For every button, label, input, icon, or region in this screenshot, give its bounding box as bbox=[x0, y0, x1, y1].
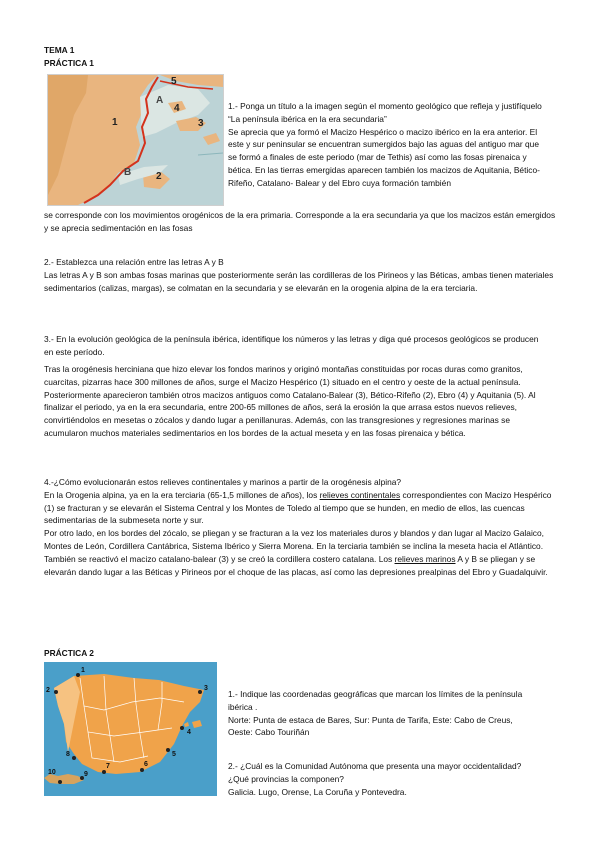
p2-q2-question: 2.- ¿Cuál es la Comunidad Autónoma que presenta una mayor occidentalidad? ¿Qué provincias la componen? bbox=[228, 761, 522, 784]
q1-block bbox=[228, 100, 550, 190]
q2-block bbox=[44, 256, 556, 294]
map2-label-1: 1 bbox=[81, 667, 85, 674]
q4-block bbox=[44, 476, 556, 578]
q1-title-quote: “La península ibérica en la era secundaria” bbox=[228, 113, 387, 124]
tema-heading: TEMA 1 bbox=[44, 45, 75, 55]
q1-answer-full: se corresponde con los movimientos orogénicos de la era primaria. Corresponde a la era secundaria ya que los macizos están emergidos y se aprecia sedimentación en las fosas bbox=[44, 210, 556, 233]
spain-map-svg bbox=[44, 662, 217, 796]
map2-label-10: 10 bbox=[48, 769, 56, 776]
map2-label-3: 3 bbox=[204, 685, 208, 692]
map1-label-4: 4 bbox=[174, 103, 180, 114]
geologic-map-image bbox=[47, 74, 224, 206]
map1-label-5: 5 bbox=[171, 76, 177, 87]
q1-question: 1.- Ponga un título a la imagen según el momento geológico que refleja y justifíquelo bbox=[228, 101, 542, 111]
practica2-q1-block bbox=[228, 688, 528, 739]
map1-label-a: A bbox=[156, 95, 164, 106]
map2-label-9: 9 bbox=[84, 771, 88, 778]
p2-q2-answer: Galicia. Lugo, Orense, La Coruña y Pontevedra. bbox=[228, 786, 407, 797]
map2-label-4: 4 bbox=[187, 729, 191, 736]
q4-paragraph-3: También se reactivó el macizo catalano-balear (3) y se creó la cordillera costero catalana. Los relieves marinos A y B se pliegan y se elevarán dando lugar a las Béticas y Pirineos por el choque de las placas, así como las depresiones prealpinas del Ebro y Guadalquivir. bbox=[44, 553, 548, 577]
q4-paragraph-2: Por otro lado, en los bordes del zócalo, se pliegan y se fracturan a la vez los materiales duros y blandos y dan lugar al Macizo Galaico, Montes de León, Cordillera Cantábrica, Sistema Ibérico y Sierra Morena. En la terciaria también se inclina la meseta hacia el Atlántico. bbox=[44, 528, 544, 551]
practica2-heading: PRÁCTICA 2 bbox=[44, 648, 94, 658]
map1-label-3: 3 bbox=[198, 118, 204, 129]
geologic-map-svg bbox=[48, 75, 223, 205]
q4-paragraph-1: En la Orogenia alpina, ya en la era terciaria (65-1,5 millones de años), los relieves continentales correspondientes con Macizo Hespérico (1) se fracturan y se elevarán el Sistema Central y los Montes de Toledo al tiempo que se hunden, en medio de ellos, las cuencas sedimentarias de la submeseta norte y sur. bbox=[44, 489, 552, 526]
p2-q1-answer: Norte: Punta de estaca de Bares, Sur: Punta de Tarifa, Este: Cabo de Creus, Oeste: Cabo Touriñán bbox=[228, 714, 513, 738]
q3-question: 3.- En la evolución geológica de la península ibérica, identifique los números y las letras y diga qué procesos geológicos se producen en este período. bbox=[44, 334, 539, 357]
map1-label-b: B bbox=[124, 167, 132, 178]
q2-answer: Las letras A y B son ambas fosas marinas que posteriormente serán las cordilleras de los Pirineos y las Béticas, ambas tienen materiales sedimentarios (calizas, margas), se colmatan en la secundaria y se elevarán en la orogenia alpina de la era terciaria. bbox=[44, 269, 554, 293]
map2-label-6: 6 bbox=[144, 761, 148, 768]
practica1-heading: PRÁCTICA 1 bbox=[44, 58, 94, 68]
map1-label-1: 1 bbox=[112, 117, 118, 128]
map2-label-8: 8 bbox=[66, 751, 70, 758]
practica2-q2-block bbox=[228, 760, 528, 798]
p2-q1-question: 1.- Indique las coordenadas geográficas que marcan los límites de la península ibérica . bbox=[228, 689, 523, 712]
relieves-continentales-underlined: relieves continentales bbox=[319, 489, 401, 500]
map2-label-2: 2 bbox=[46, 687, 50, 694]
q3-answer: Tras la orogénesis herciniana que hizo elevar los fondos marinos y originó montañas constituidas por rocas duras como granitos, cuarcitas, pizarras hace 300 millones de años, surge el Macizo Hespérico (1) situado en el centro y oeste de la actual península. Posteriormente aparecieron también otros macizos antiguos como Catalano-Balear (3), Bético-Rifeño (2), Ebro (4) y Aquitania (5). Al finalizar el periodo, ya en la era secundaria, entre 200-65 millones de años, será la erosión la que arrasa estos nuevos relieves, convirtiéndolos en mesetas o zócalos y dando lugar a penillanuras. Además, con las transgresiones y regresiones marinas se acumularon muchos materiales sedimentarios en los bordes de la actual meseta y en las fosas pirenaica y bética. bbox=[44, 364, 536, 438]
map1-label-2: 2 bbox=[156, 171, 162, 182]
q1-answer-wrapped: Se aprecia que ya formó el Macizo Hespérico o macizo ibérico en la era anterior. El este y sur peninsular se encuentran sumergidos bajo las aguas del antiguo mar que se formó a finales de este periodo (mar de Tethis) así como las fosas pirenaica y bética. En las tierras emergidas aparecen también los macizos de Aquitania, Bético- Rifeño, Catalano- Balear y del Ebro cuya formación también bbox=[228, 126, 540, 188]
q2-question: 2.- Establezca una relación entre las letras A y B bbox=[44, 257, 224, 267]
relieves-marinos-underlined: relieves marinos bbox=[394, 553, 456, 564]
map2-label-5: 5 bbox=[172, 751, 176, 758]
map2-label-7: 7 bbox=[106, 763, 110, 770]
q4-question: 4.-¿Cómo evolucionarán estos relieves continentales y marinos a partir de la orogénesis alpina? bbox=[44, 477, 402, 487]
spain-map-image bbox=[44, 662, 217, 796]
